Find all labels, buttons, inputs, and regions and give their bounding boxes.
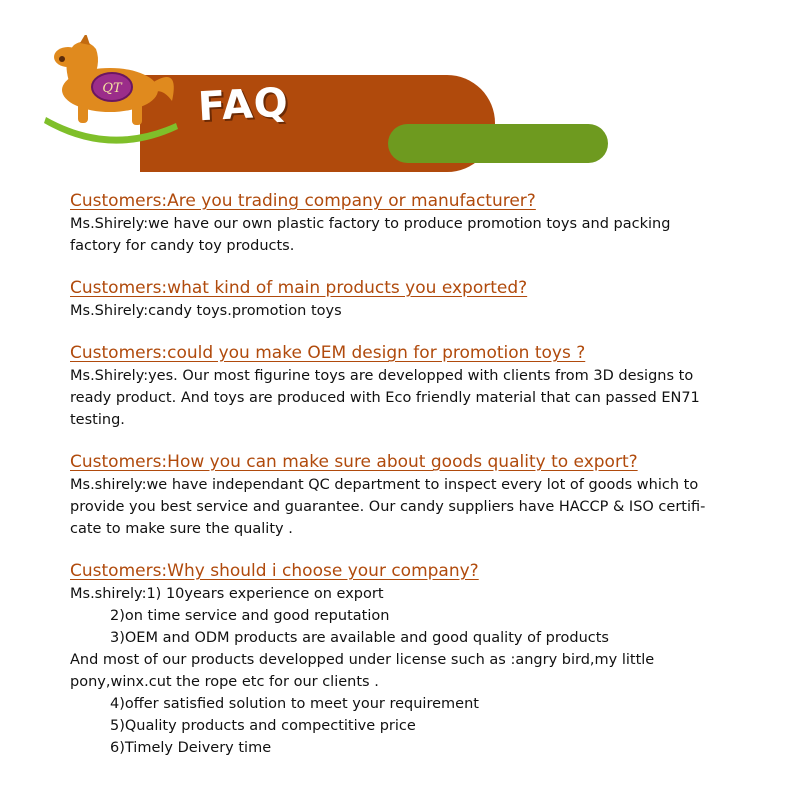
faq-question: Customers:How you can make sure about goods quality to export? xyxy=(70,452,638,472)
faq-question: Customers:could you make OEM design for promotion toys ? xyxy=(70,343,586,363)
faq-answer-line: 2)on time service and good reputation xyxy=(110,608,390,624)
faq-answer-line: Ms.shirely:1) 10years experience on export xyxy=(70,586,384,602)
faq-answer-line: ready product. And toys are produced with Eco friendly material that can passed EN71 xyxy=(70,390,700,406)
faq-answer-line: Ms.Shirely:we have our own plastic factory to produce promotion toys and packing xyxy=(70,216,671,232)
faq-item xyxy=(70,560,710,759)
faq-answer-line: testing. xyxy=(70,412,125,428)
logo-text: QT xyxy=(102,81,122,96)
faq-item xyxy=(70,451,710,540)
page-title: FAQ xyxy=(196,79,290,131)
faq-answer-line: Ms.Shirely:candy toys.promotion toys xyxy=(70,303,342,319)
faq-item xyxy=(70,190,710,257)
rocking-horse-logo-icon xyxy=(40,35,200,150)
faq-list xyxy=(70,190,710,759)
faq-answer-line: pony,winx.cut the rope etc for our clients . xyxy=(70,674,379,690)
faq-question: Customers:Why should i choose your company? xyxy=(70,561,479,581)
faq-answer-line: cate to make sure the quality . xyxy=(70,521,293,537)
faq-answer-line: 3)OEM and ODM products are available and good quality of products xyxy=(110,630,609,646)
faq-answer-line: factory for candy toy products. xyxy=(70,238,295,254)
faq-answer-line: provide you best service and guarantee. Our candy suppliers have HACCP & ISO certifi- xyxy=(70,499,706,515)
faq-answer-line: 4)offer satisfied solution to meet your requirement xyxy=(110,696,479,712)
faq-answer-line: Ms.Shirely:yes. Our most figurine toys are developped with clients from 3D designs to xyxy=(70,368,694,384)
faq-answer-line: Ms.shirely:we have independant QC department to inspect every lot of goods which to xyxy=(70,477,699,493)
faq-item xyxy=(70,277,710,322)
faq-question: Customers:Are you trading company or manufacturer? xyxy=(70,191,536,211)
header-green-bar xyxy=(388,124,608,163)
faq-answer-line: And most of our products developped under license such as :angry bird,my little xyxy=(70,652,655,668)
faq-item xyxy=(70,342,710,431)
faq-answer-line: 5)Quality products and compectitive price xyxy=(110,718,416,734)
faq-question: Customers:what kind of main products you exported? xyxy=(70,278,528,298)
faq-answer-line: 6)Timely Deivery time xyxy=(110,740,272,756)
